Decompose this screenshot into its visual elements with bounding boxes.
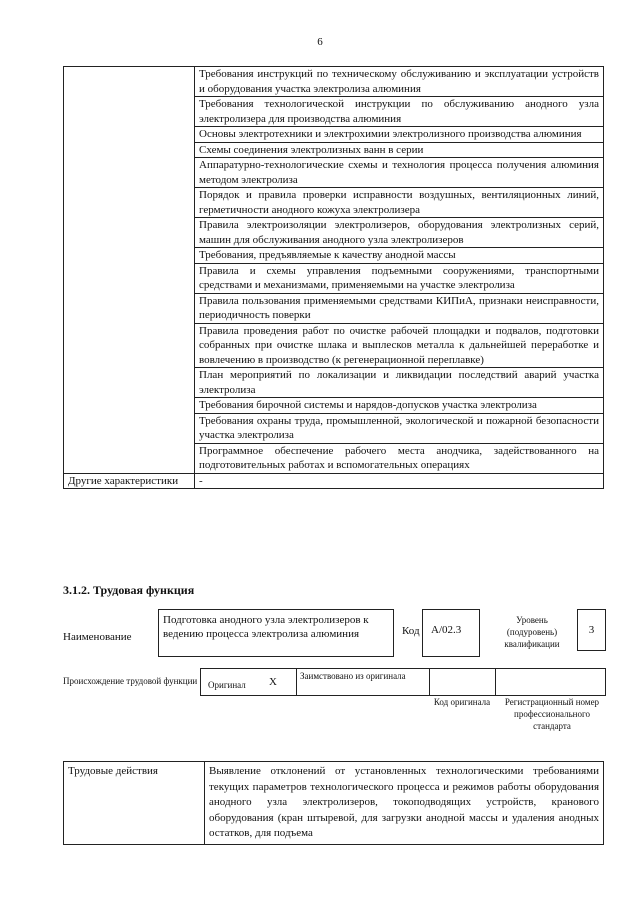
requirement-item: Правила и схемы управления подъемными сооружениями, транспортными средствами и механизмами, применяемыми на участке электролиза (195, 263, 604, 293)
origin-divider (429, 669, 430, 695)
requirement-item: Программное обеспечение рабочего места анодчика, задействованного на подготовительных работах и вспомогательных операциях (195, 443, 604, 473)
section-heading: 3.1.2. Трудовая функция (63, 583, 195, 597)
requirement-item: План мероприятий по локализации и ликвидации последствий аварий участка электролиза (195, 368, 604, 398)
requirement-item: Схемы соединения электролизных ванн в серии (195, 142, 604, 158)
labor-actions-table (63, 761, 604, 845)
level-label: Уровень (подуровень) квалификации (504, 615, 560, 649)
level-value: 3 (577, 609, 606, 651)
name-value: Подготовка анодного узла электролизеров к ведению процесса электролиза алюминия (158, 609, 394, 657)
origin-divider (296, 669, 297, 695)
table-row (64, 67, 604, 97)
requirement-item: Правила пользования применяемыми средствами КИПиА, признаки неисправности, периодичность поверки (195, 293, 604, 323)
requirement-item: Требования технологической инструкции по обслуживанию анодного узла электролизера для производства алюминия (195, 97, 604, 127)
requirement-item: Требования, предъявляемые к качеству анодной массы (195, 248, 604, 264)
empty-label-cell (64, 67, 195, 474)
requirement-item: Аппаратурно-технологические схемы и технология процесса получения алюминия методом электролиза (195, 158, 604, 188)
original-label: Оригинал (208, 680, 246, 690)
requirement-item: Требования охраны труда, промышленной, экологической и пожарной безопасности участка электролиза (195, 413, 604, 443)
table-row (64, 762, 604, 845)
code-label: Код (402, 625, 420, 637)
requirement-item: Порядок и правила проверки исправности воздушных, вентиляционных линий, герметичности анодного кожуха электролизера (195, 188, 604, 218)
labor-actions-text: Выявление отклонений от установленных технологическими требованиями текущих параметров технологического процесса и режимов работы оборудования анодного узла электролизеров, токоподводящих устройств, кранового оборудования (кран штыревой, для загрузки анодной массы и удаления анодных остатков, для подъема (205, 762, 604, 845)
original-mark: X (269, 676, 277, 688)
code-value: А/02.3 (422, 609, 480, 657)
requirement-item: Требования бирочной системы и нарядов-допусков участка электролиза (195, 398, 604, 414)
other-characteristics-value: - (195, 473, 604, 489)
origin-label: Происхождение трудовой функции (63, 676, 198, 686)
name-label: Наименование (63, 631, 132, 643)
requirement-item: Правила электроизоляции электролизеров, оборудования электролизных серий, машин для обслуживания анодного узла электролизеров (195, 218, 604, 248)
borrowed-label: Заимствовано из оригинала (300, 671, 406, 681)
labor-actions-label: Трудовые действия (64, 762, 205, 845)
table-row (64, 473, 604, 489)
page-number: 6 (317, 36, 323, 48)
requirements-table (63, 66, 604, 489)
code-caption: Код оригинала (433, 697, 491, 707)
origin-divider (495, 669, 496, 695)
requirement-item: Основы электротехники и электрохимии электролизного производства алюминия (195, 127, 604, 143)
requirement-item: Правила проведения работ по очистке рабочей площадки и подвалов, подготовки собранных при очистке шлака и выплесков металла к дальнейшей переработке и вовлечению в производство (к регенерационной переплавке) (195, 323, 604, 368)
reg-caption: Регистрационный номер профессионального стандарта (504, 697, 600, 731)
other-characteristics-label: Другие характеристики (64, 473, 195, 489)
requirement-item: Требования инструкций по техническому обслуживанию и эксплуатации устройств и оборудования участка электролиза алюминия (195, 67, 604, 97)
